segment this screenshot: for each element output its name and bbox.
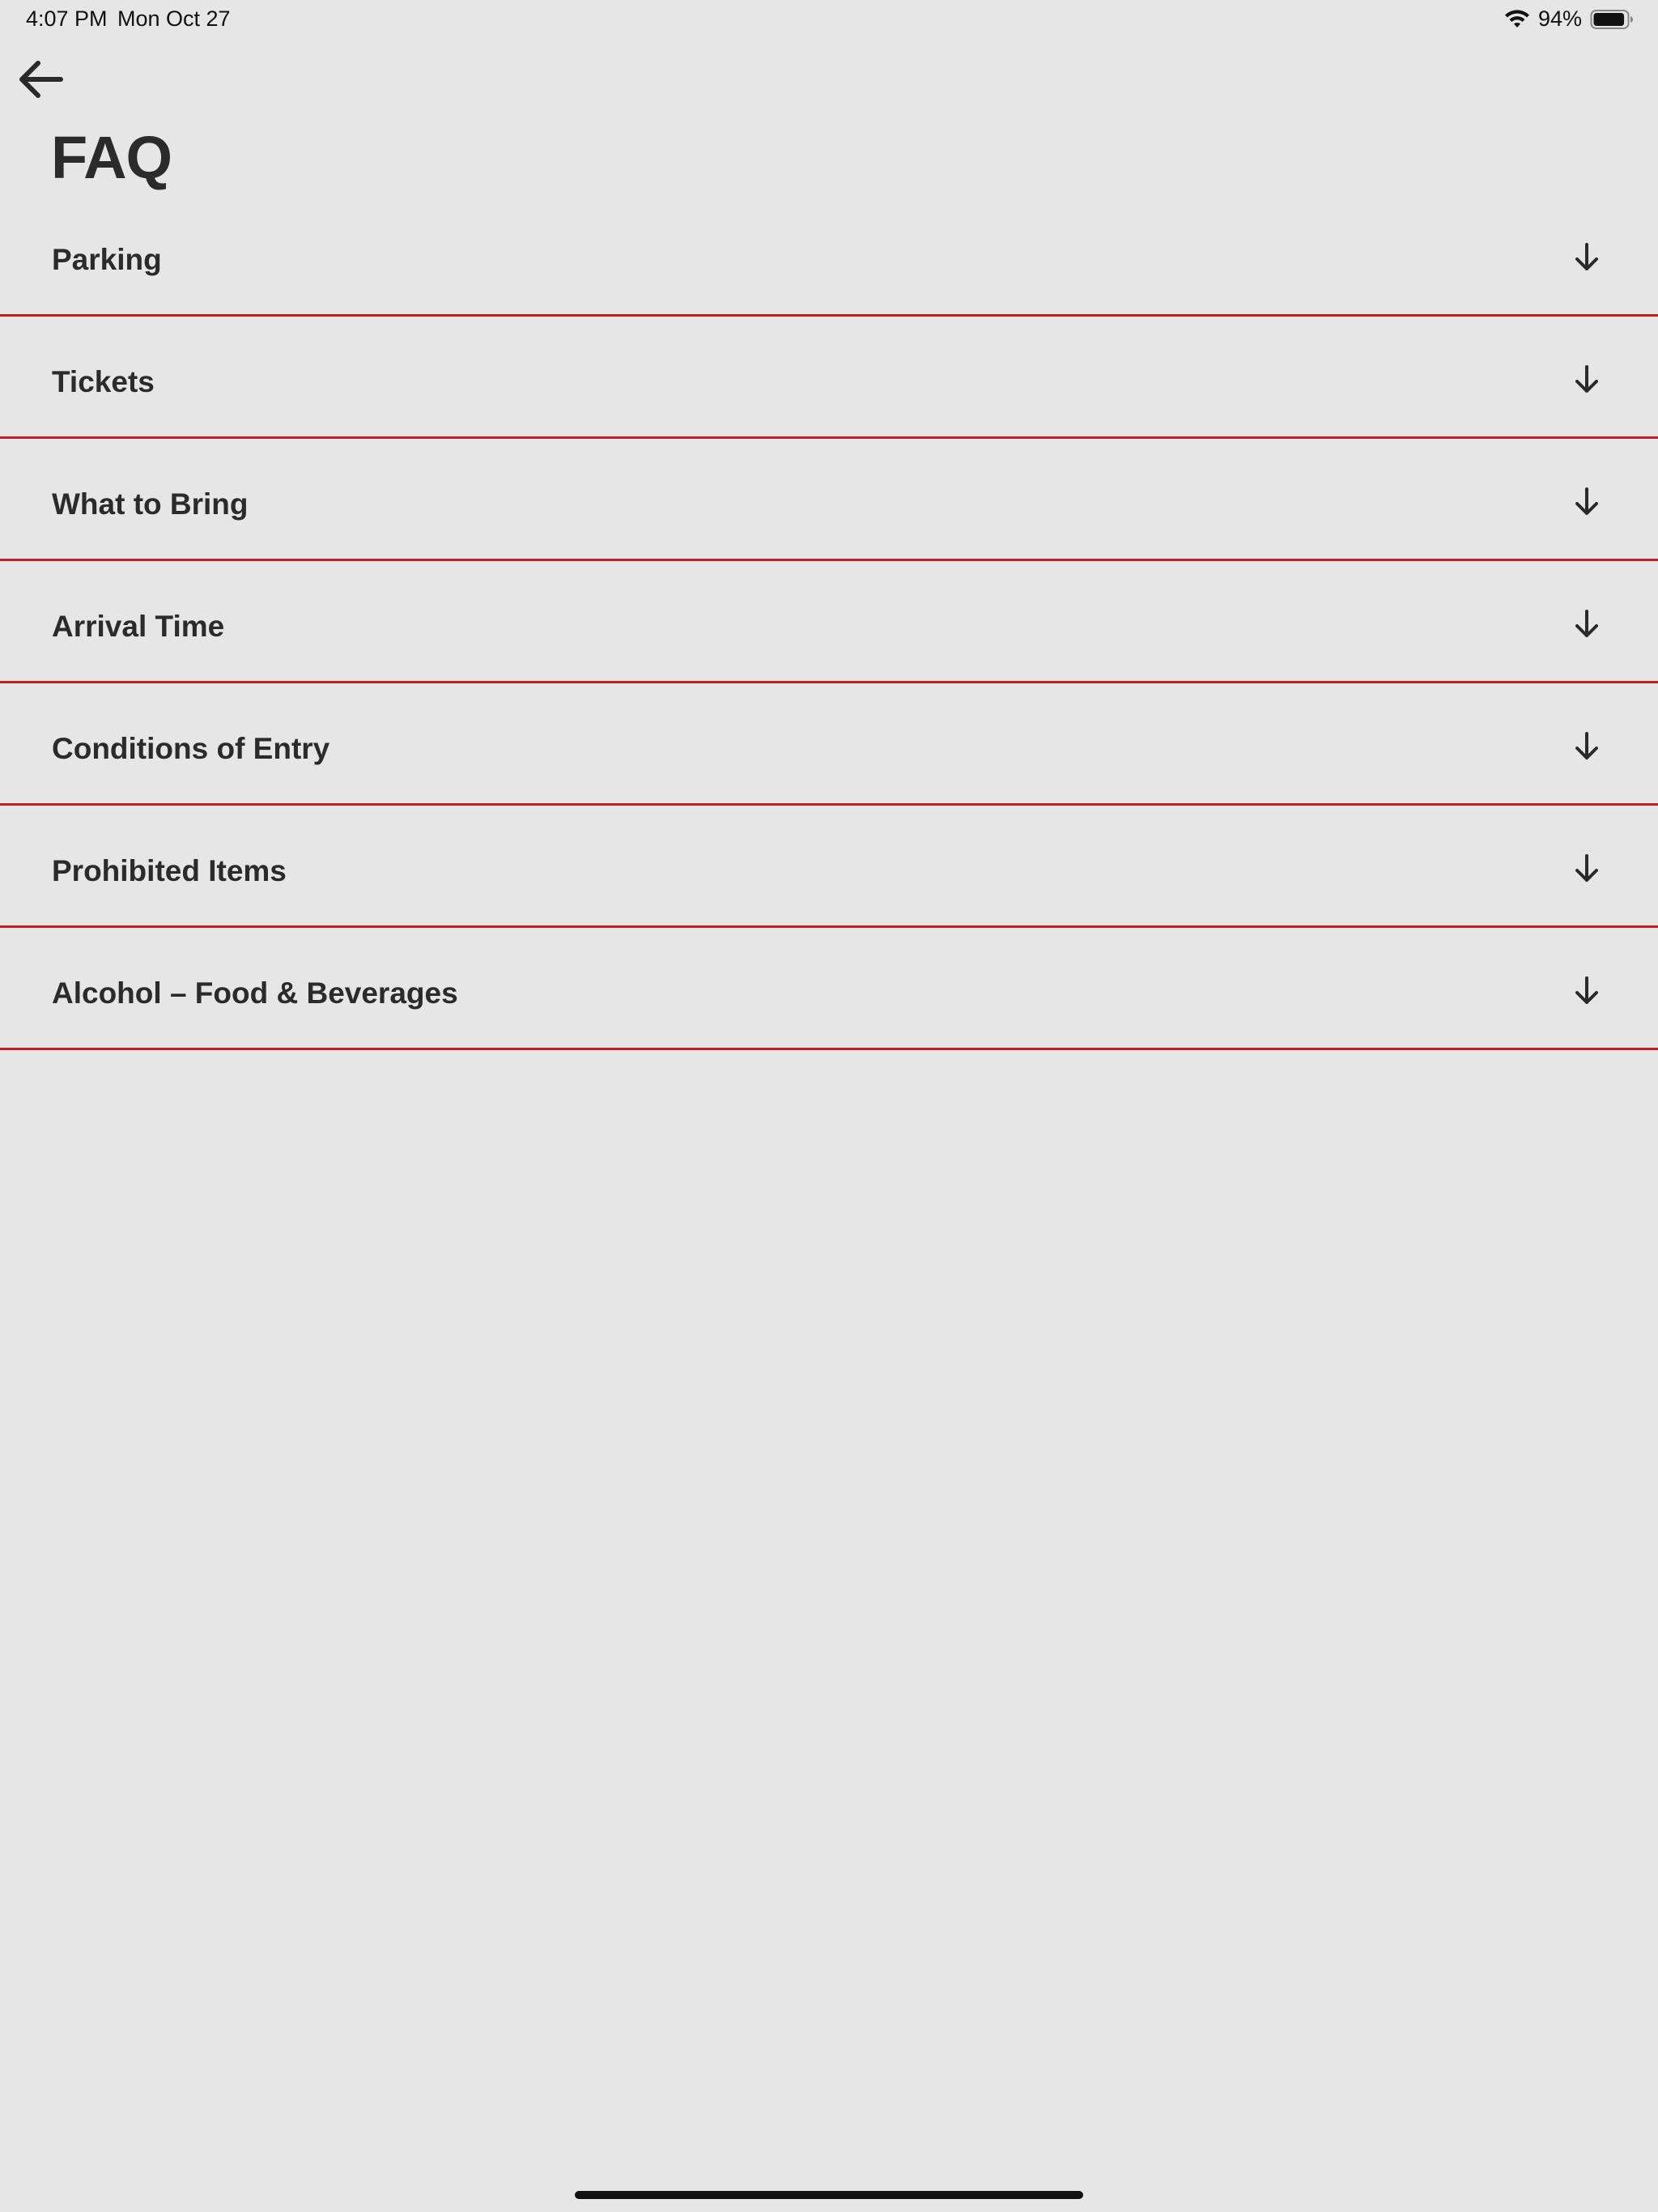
faq-item-prohibited-items[interactable]: [0, 806, 1658, 928]
arrow-down-icon: [1571, 730, 1603, 763]
arrow-down-icon: [1571, 853, 1603, 885]
status-time: 4:07 PM: [26, 6, 108, 31]
faq-item-parking[interactable]: [0, 194, 1658, 317]
faq-item-label: Prohibited Items: [52, 854, 287, 887]
wifi-icon: [1504, 10, 1530, 29]
status-bar: [0, 0, 1658, 39]
faq-item-alcohol-food-beverages[interactable]: [0, 928, 1658, 1050]
faq-item-label: Tickets: [52, 365, 155, 398]
faq-item-arrival-time[interactable]: [0, 561, 1658, 683]
status-date: Mon Oct 27: [117, 6, 231, 31]
status-indicators: [1504, 6, 1634, 32]
arrow-down-icon: [1571, 975, 1603, 1007]
arrow-down-icon: [1571, 608, 1603, 640]
home-indicator[interactable]: [575, 2191, 1083, 2199]
arrow-down-icon: [1571, 241, 1603, 274]
battery-icon: [1590, 9, 1634, 30]
arrow-down-icon: [1571, 486, 1603, 518]
arrow-down-icon: [1571, 364, 1603, 396]
battery-percent: 94%: [1537, 6, 1582, 31]
page-title: FAQ: [51, 124, 172, 191]
faq-list: [0, 194, 1658, 1050]
back-button[interactable]: [11, 57, 68, 105]
faq-item-label: Parking: [52, 243, 162, 276]
faq-item-tickets[interactable]: [0, 317, 1658, 439]
faq-item-label: Arrival Time: [52, 610, 225, 643]
faq-item-label: Conditions of Entry: [52, 732, 330, 765]
faq-item-label: Alcohol – Food & Beverages: [52, 976, 458, 1010]
faq-item-what-to-bring[interactable]: [0, 439, 1658, 561]
arrow-left-icon: [15, 58, 64, 104]
faq-item-conditions-of-entry[interactable]: [0, 683, 1658, 806]
faq-item-label: What to Bring: [52, 487, 249, 521]
